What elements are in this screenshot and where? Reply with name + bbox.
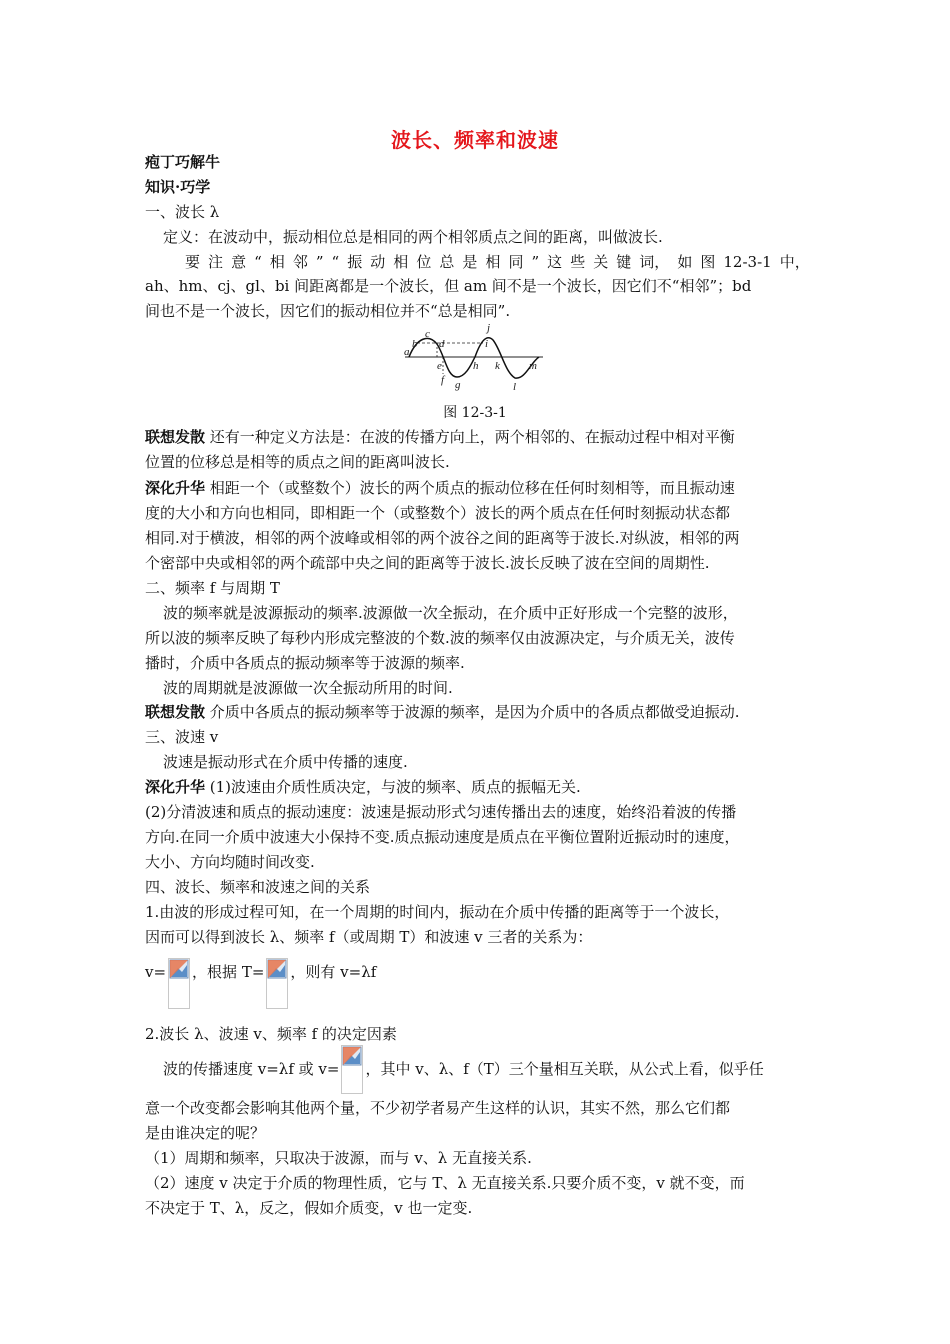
point-label-j: j bbox=[487, 322, 491, 334]
subheading-knowledge: 知识·巧学 bbox=[145, 178, 211, 196]
section-4-line-speed-3: 是由谁决定的呢？ bbox=[145, 1124, 266, 1142]
association-1-line-2: 位置的位移总是相等的质点之间的距离叫波长. bbox=[145, 453, 450, 471]
section-2-period: 波的周期就是波源做一次全振动所用的时间. bbox=[163, 679, 453, 697]
point-label-c: c bbox=[425, 328, 430, 340]
association-2: 联想发散 介质中各质点的振动频率等于波源的频率，是因为介质中的各质点都做受迫振动. bbox=[145, 703, 740, 721]
wave-figure bbox=[403, 322, 548, 394]
factor-item-1: （1）周期和频率，只取决于波源，而与 v、λ 无直接关系. bbox=[145, 1149, 532, 1167]
wavelength-definition: 定义：在波动中，振动相位总是相同的两个相邻质点之间的距离，叫做波长. bbox=[163, 228, 663, 246]
section-4-subheading-2: 2.波长 λ、波速 v、频率 f 的决定因素 bbox=[145, 1025, 397, 1043]
deepening-1-line-1: 深化升华 相距一个（或整数个）波长的两个质点的振动位移在任何时刻相等，而且振动速 bbox=[145, 479, 735, 497]
section-4-line-speed-2: 意一个改变都会影响其他两个量，不少初学者易产生这样的认识，其实不然，那么它们都 bbox=[145, 1099, 731, 1117]
factor-item-2-line-2: 不决定于 T、λ，反之，假如介质变，v 也一定变. bbox=[145, 1199, 473, 1217]
point-label-a: a bbox=[404, 346, 410, 358]
broken-image-icon bbox=[342, 1046, 362, 1066]
association-1-line-1: 联想发散 还有一种定义方法是：在波的传播方向上，两个相邻的、在振动过程中相对平衡 bbox=[145, 428, 735, 446]
point-label-m: m bbox=[529, 360, 537, 372]
formula-line: v= ，根据 T= ，则有 v=λf bbox=[145, 958, 810, 1010]
deepening-1-line-3: 相同.对于横波，相邻的两个波峰或相邻的两个波谷之间的距离等于波长.对纵波，相邻的两 bbox=[145, 529, 740, 547]
formula-image-2 bbox=[266, 958, 288, 1009]
deepening-2-line-1: 深化升华 (1)波速由介质性质决定，与波的频率、质点的振幅无关. bbox=[145, 778, 581, 796]
broken-image-icon bbox=[267, 959, 287, 979]
deepening-1-line-2: 度的大小和方向也相同，即相距一个（或整数个）波长的两个质点在任何时刻振动状态都 bbox=[145, 504, 731, 522]
note-line-2: ah、hm、cj、gl、bi 间距离都是一个波长，但 am 间不是一个波长，因它们不“相邻”；bd bbox=[145, 277, 752, 295]
formula-image-1 bbox=[168, 958, 190, 1009]
point-label-b: b bbox=[412, 338, 418, 350]
section-3-line-1: 波速是振动形式在介质中传播的速度. bbox=[163, 753, 408, 771]
deepening-2-line-2: (2)分清波速和质点的振动速度：波速是振动形式匀速传播出去的速度，始终沿着波的传播 bbox=[145, 803, 737, 821]
section-4-heading: 四、波长、频率和波速之间的关系 bbox=[145, 878, 371, 896]
section-4-line-speed: 波的传播速度 v=λf 或 v= ，其中 v、λ、f（T）三个量相互关联，从公式上看，似乎任 bbox=[145, 1045, 828, 1095]
document-title: 波长、频率和波速 bbox=[391, 128, 559, 152]
section-2-line-1: 波的频率就是波源振动的频率.波源做一次全振动，在介质中正好形成一个完整的波形， bbox=[163, 604, 738, 622]
section-4-line-2: 因而可以得到波长 λ、频率 f（或周期 T）和波速 v 三者的关系为： bbox=[145, 928, 593, 946]
section-2-line-3: 播时，介质中各质点的振动频率等于波源的频率. bbox=[145, 654, 465, 672]
point-label-l: l bbox=[513, 381, 517, 393]
section-3-heading: 三、波速 v bbox=[145, 728, 219, 746]
subheading-paoding: 疱丁巧解牛 bbox=[145, 153, 221, 171]
deepening-2-line-3: 方向.在同一介质中波速大小保持不变.质点振动速度是质点在平衡位置附近振动时的速度， bbox=[145, 828, 740, 846]
deepening-1-line-4: 个密部中央或相邻的两个疏部中央之间的距离等于波长.波长反映了波在空间的周期性. bbox=[145, 554, 710, 572]
section-2-heading: 二、频率 f 与周期 T bbox=[145, 579, 280, 597]
note-line-3: 间也不是一个波长，因它们的振动相位并不“总是相同”. bbox=[145, 302, 511, 320]
point-label-d: d bbox=[439, 338, 445, 350]
note-line-1: 要 注 意 “ 相 邻 ” “ 振 动 相 位 总 是 相 同 ” 这 些 关 键 词， 如 图 12-3-1 中， bbox=[185, 253, 810, 271]
point-label-k: k bbox=[495, 360, 500, 372]
factor-item-2-line-1: （2）速度 v 决定于介质的物理性质，它与 T、λ 无直接关系.只要介质不变，v 就不变，而 bbox=[145, 1174, 745, 1192]
point-label-g: g bbox=[455, 379, 461, 391]
point-label-h: h bbox=[473, 360, 479, 372]
point-label-i: i bbox=[485, 338, 489, 350]
broken-image-icon bbox=[169, 959, 189, 979]
section-1-heading: 一、波长 λ bbox=[145, 203, 220, 221]
figure-caption: 图 12-3-1 bbox=[443, 405, 507, 421]
point-label-e: e bbox=[437, 360, 442, 372]
wave-curve bbox=[409, 338, 539, 378]
formula-image-3 bbox=[341, 1045, 363, 1094]
section-4-line-1: 1.由波的形成过程可知，在一个周期的时间内，振动在介质中传播的距离等于一个波长， bbox=[145, 903, 730, 921]
deepening-2-line-4: 大小、方向均随时间改变. bbox=[145, 853, 315, 871]
point-label-f: f bbox=[441, 374, 445, 386]
section-2-line-2: 所以波的频率反映了每秒内形成完整波的个数.波的频率仅由波源决定，与介质无关，波传 bbox=[145, 629, 735, 647]
